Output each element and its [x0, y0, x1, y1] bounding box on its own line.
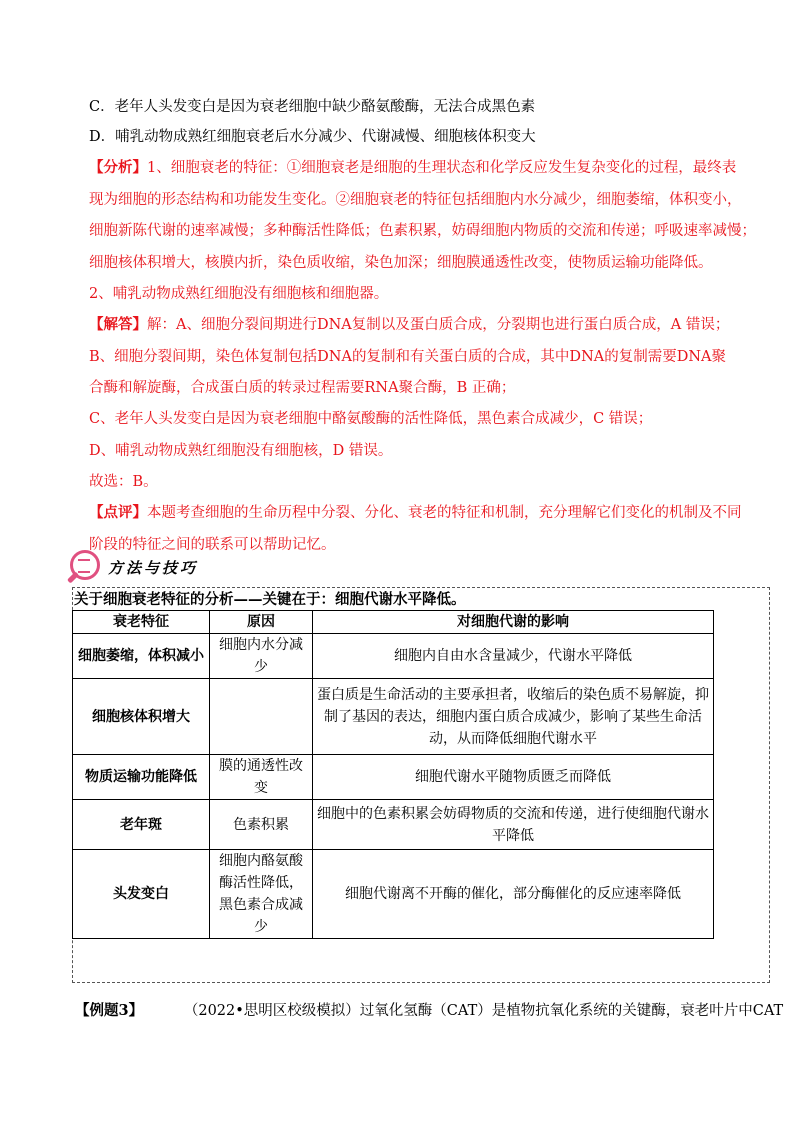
answer-text: 解：A、细胞分裂间期进行DNA复制以及蛋白质合成，分裂期也进行蛋白质合成，A 错误；	[147, 317, 730, 333]
table-row	[73, 634, 714, 679]
table-cell: 色素积累	[210, 800, 313, 850]
table-header: 衰老特征	[73, 611, 210, 634]
analysis-line-5: 2、哺乳动物成熟红细胞没有细胞核和细胞器。	[89, 286, 389, 302]
option-d: D．哺乳动物成熟红细胞衰老后水分减少、代谢减慢、细胞核体积变大	[89, 129, 536, 145]
table-cell: 物质运输功能降低	[73, 755, 210, 800]
analysis-line-1	[89, 158, 740, 178]
table-cell: 细胞萎缩，体积减小	[73, 634, 210, 679]
option-c: C．老年人头发变白是因为衰老细胞中缺少酪氨酸酶，无法合成黑色素	[89, 99, 536, 115]
analysis-label: 【分析】	[89, 159, 147, 176]
example-label: 【例题3】	[75, 1002, 144, 1019]
table-cell: 老年斑	[73, 800, 210, 850]
answer-line-5: D、哺乳动物成熟红细胞没有细胞核，D 错误。	[89, 443, 393, 459]
comment-label: 【点评】	[89, 504, 147, 521]
table-cell: 膜的通透性改变	[210, 755, 313, 800]
comment-line-1	[89, 503, 740, 523]
table-header: 原因	[210, 611, 313, 634]
table-header-row	[73, 611, 714, 634]
answer-line-2: B、细胞分裂间期，染色体复制包括DNA的复制和有关蛋白质的合成，其中DNA的复制需要DNA聚	[89, 349, 727, 365]
table-cell	[210, 679, 313, 755]
table-cell: 蛋白质是生命活动的主要承担者，收缩后的染色质不易解旋，抑制了基因的表达，细胞内蛋白质合成减少，影响了某些生命活动，从而降低细胞代谢水平	[313, 679, 714, 755]
table-cell: 细胞核体积增大	[73, 679, 210, 755]
aging-feature-table	[72, 610, 714, 939]
analysis-text: 1、细胞衰老的特征：①细胞衰老是细胞的生理状态和化学反应发生复杂变化的过程，最终表	[147, 160, 737, 176]
example-question	[75, 999, 783, 1020]
table-row	[73, 679, 714, 755]
table-header: 对细胞代谢的影响	[313, 611, 714, 634]
answer-line-4: C、老年人头发变白是因为衰老细胞中酪氨酸酶的活性降低，黑色素合成减少，C 错误；	[89, 411, 653, 427]
table-cell: 细胞中的色素积累会妨碍物质的交流和传递，进行使细胞代谢水平降低	[313, 800, 714, 850]
comment-text: 本题考查细胞的生命历程中分裂、分化、衰老的特征和机制，充分理解它们变化的机制及不同	[147, 505, 742, 521]
analysis-line-4: 细胞核体积增大，核膜内折，染色质收缩，染色加深；细胞膜通透性改变，使物质运输功能降低。	[89, 255, 713, 271]
analysis-line-3: 细胞新陈代谢的速率减慢；多种酶活性降低；色素积累，妨碍细胞内物质的交流和传递；呼吸速率减慢；	[89, 223, 756, 239]
table-cell: 细胞内酪氨酸酶活性降低，黑色素合成减少	[210, 850, 313, 939]
comment-line-2: 阶段的特征之间的联系可以帮助记忆。	[89, 537, 336, 553]
method-intro: 关于细胞衰老特征的分析——关键在于：细胞代谢水平降低。	[74, 591, 466, 608]
method-header	[68, 550, 268, 584]
table-row	[73, 850, 714, 939]
table-cell: 细胞代谢水平随物质匮乏而降低	[313, 755, 714, 800]
answer-line-3: 合酶和解旋酶，合成蛋白质的转录过程需要RNA聚合酶，B 正确；	[89, 380, 516, 396]
answer-line-6: 故选：B。	[89, 474, 158, 490]
answer-label: 【解答】	[89, 316, 147, 333]
table-cell: 细胞内自由水含量减少，代谢水平降低	[313, 634, 714, 679]
table-row	[73, 755, 714, 800]
answer-line-1	[89, 315, 740, 335]
table-cell: 头发变白	[73, 850, 210, 939]
table-row	[73, 800, 714, 850]
example-text: （2022•思明区校级模拟）过氧化氢酶（CAT）是植物抗氧化系统的关键酶，衰老叶片中CAT	[191, 1003, 784, 1019]
method-title: 方法与技巧	[108, 559, 199, 577]
table-cell: 细胞内水分减少	[210, 634, 313, 679]
table-cell: 细胞代谢离不开酶的催化，部分酶催化的反应速率降低	[313, 850, 714, 939]
analysis-line-2: 现为细胞的形态结构和功能发生变化。②细胞衰老的特征包括细胞内水分减少，细胞萎缩，体积变小，	[89, 192, 742, 208]
